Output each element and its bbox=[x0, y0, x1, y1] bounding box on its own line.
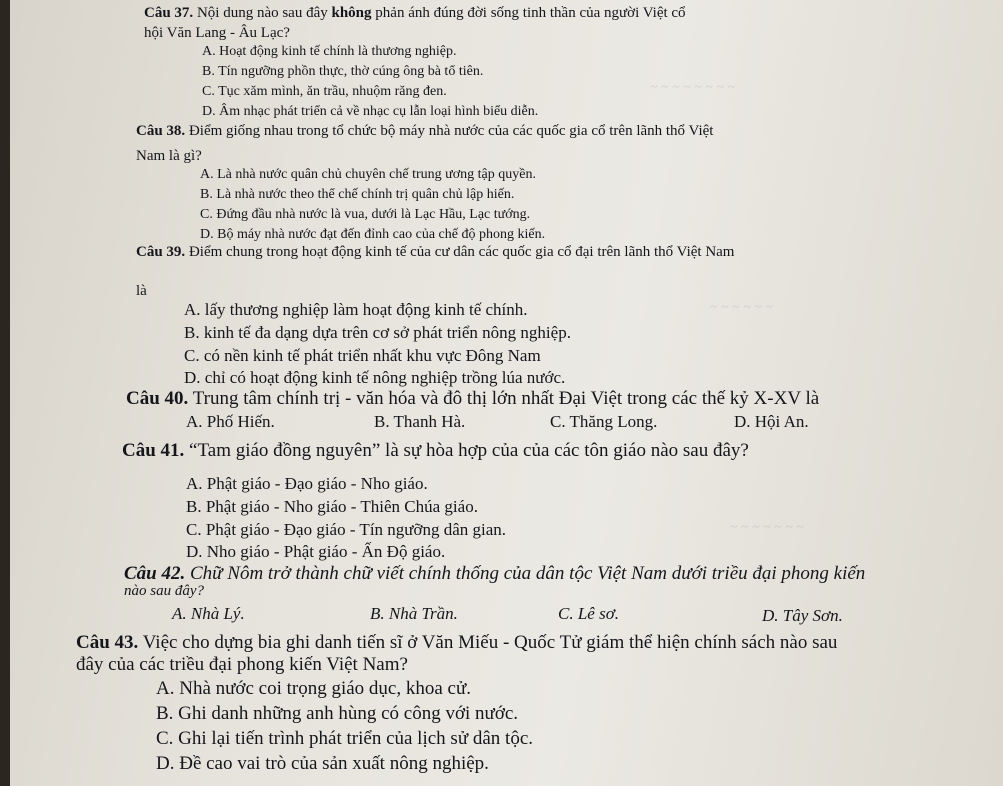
question-38-stem: Câu 38. Điểm giống nhau trong tổ chức bộ máy nhà nước của các quốc gia cổ trên lãnh thổ Việt bbox=[136, 123, 714, 139]
question-40-option-a: A. Phố Hiến. bbox=[186, 412, 275, 431]
question-number: Câu 42. bbox=[124, 563, 186, 584]
emphasis-word: không bbox=[331, 5, 372, 21]
question-43-stem: Câu 43. Việc cho dựng bia ghi danh tiến sĩ ở Văn Miếu - Quốc Tử giám thể hiện chính sách nào sau bbox=[76, 632, 838, 653]
question-41-option-c: C. Phật giáo - Đạo giáo - Tín ngưỡng dân gian. bbox=[186, 520, 507, 539]
question-41-stem: Câu 41. “Tam giáo đồng nguyên” là sự hòa hợp của của các tôn giáo nào sau đây? bbox=[122, 440, 749, 461]
bleed-through-text: ~ ~ ~ ~ ~ ~ ~ bbox=[730, 520, 805, 535]
question-39-option-c: C. có nền kinh tế phát triển nhất khu vực Đông Nam bbox=[184, 346, 541, 365]
question-38-option-b: B. Là nhà nước theo thể chế chính trị quân chủ lập hiến. bbox=[200, 187, 515, 202]
question-43-option-b: B. Ghi danh những anh hùng có công với nước. bbox=[156, 703, 519, 724]
question-number: Câu 39. bbox=[136, 244, 186, 260]
question-43-option-a: A. Nhà nước coi trọng giáo dục, khoa cử. bbox=[156, 678, 472, 699]
question-37-option-b: B. Tín ngưỡng phồn thực, thờ cúng ông bà tổ tiên. bbox=[202, 64, 484, 79]
question-42-option-d: D. Tây Sơn. bbox=[762, 606, 843, 625]
question-37-option-d: D. Âm nhạc phát triển cả về nhạc cụ lẫn loại hình biểu diễn. bbox=[202, 104, 539, 119]
question-40-stem: Câu 40. Trung tâm chính trị - văn hóa và đô thị lớn nhất Đại Việt trong các thế kỷ X-XV là bbox=[126, 388, 820, 409]
question-number: Câu 40. bbox=[126, 388, 189, 409]
question-42-option-b: B. Nhà Trần. bbox=[370, 604, 458, 623]
question-number: Câu 37. bbox=[144, 5, 194, 21]
question-37-stem-line2: hội Văn Lang - Âu Lạc? bbox=[144, 25, 290, 41]
question-38-option-a: A. Là nhà nước quân chủ chuyên chế trung ương tập quyền. bbox=[200, 167, 536, 182]
question-38-stem-line2: Nam là gì? bbox=[136, 148, 202, 164]
question-41-option-d: D. Nho giáo - Phật giáo - Ấn Độ giáo. bbox=[186, 542, 446, 561]
question-42-stem-line2: nào sau đây? bbox=[124, 583, 204, 599]
question-39-stem-line2: là bbox=[136, 283, 147, 299]
question-38-option-c: C. Đứng đầu nhà nước là vua, dưới là Lạc Hầu, Lạc tướng. bbox=[200, 207, 531, 222]
question-42-option-c: C. Lê sơ. bbox=[558, 604, 620, 623]
question-43-option-c: C. Ghi lại tiến trình phát triển của lịch sử dân tộc. bbox=[156, 728, 534, 749]
bleed-through-text: ~ ~ ~ ~ ~ ~ bbox=[710, 300, 773, 315]
question-39-stem: Câu 39. Điểm chung trong hoạt động kinh tế của cư dân các quốc gia cổ đại trên lãnh thổ Việt Nam bbox=[136, 244, 735, 260]
question-number: Câu 41. bbox=[122, 440, 185, 461]
question-37-stem: Câu 37. Nội dung nào sau đây không phản ánh đúng đời sống tinh thần của người Việt cổ bbox=[144, 5, 686, 21]
question-number: Câu 38. bbox=[136, 123, 186, 139]
question-37-option-a: A. Hoạt động kinh tế chính là thương nghiệp. bbox=[202, 44, 457, 59]
question-41-option-a: A. Phật giáo - Đạo giáo - Nho giáo. bbox=[186, 474, 428, 493]
question-38-option-d: D. Bộ máy nhà nước đạt đến đỉnh cao của chế độ phong kiến. bbox=[200, 227, 546, 242]
question-41-option-b: B. Phật giáo - Nho giáo - Thiên Chúa giáo. bbox=[186, 497, 478, 516]
question-39-option-d: D. chỉ có hoạt động kinh tế nông nghiệp trồng lúa nước. bbox=[184, 368, 566, 387]
question-37-option-c: C. Tục xăm mình, ăn trầu, nhuộm răng đen. bbox=[202, 84, 447, 99]
question-40-option-c: C. Thăng Long. bbox=[550, 412, 658, 431]
question-43-option-d: D. Đề cao vai trò của sản xuất nông nghiệp. bbox=[156, 753, 489, 774]
exam-page bbox=[10, 0, 1003, 786]
question-43-stem-line2: đây của các triều đại phong kiến Việt Nam? bbox=[76, 654, 408, 675]
question-39-option-b: B. kinh tế đa dạng dựa trên cơ sở phát triển nông nghiệp. bbox=[184, 323, 571, 342]
question-42-option-a: A. Nhà Lý. bbox=[172, 604, 245, 623]
question-40-option-d: D. Hội An. bbox=[734, 412, 809, 431]
question-number: Câu 43. bbox=[76, 632, 139, 653]
question-39-option-a: A. lấy thương nghiệp làm hoạt động kinh tế chính. bbox=[184, 300, 528, 319]
bleed-through-text: ~ ~ ~ ~ ~ ~ ~ ~ bbox=[650, 80, 736, 95]
question-40-option-b: B. Thanh Hà. bbox=[374, 412, 466, 431]
question-42-stem: Câu 42. Chữ Nôm trở thành chữ viết chính thống của dân tộc Việt Nam dưới triều đại phong kiến bbox=[124, 563, 866, 584]
